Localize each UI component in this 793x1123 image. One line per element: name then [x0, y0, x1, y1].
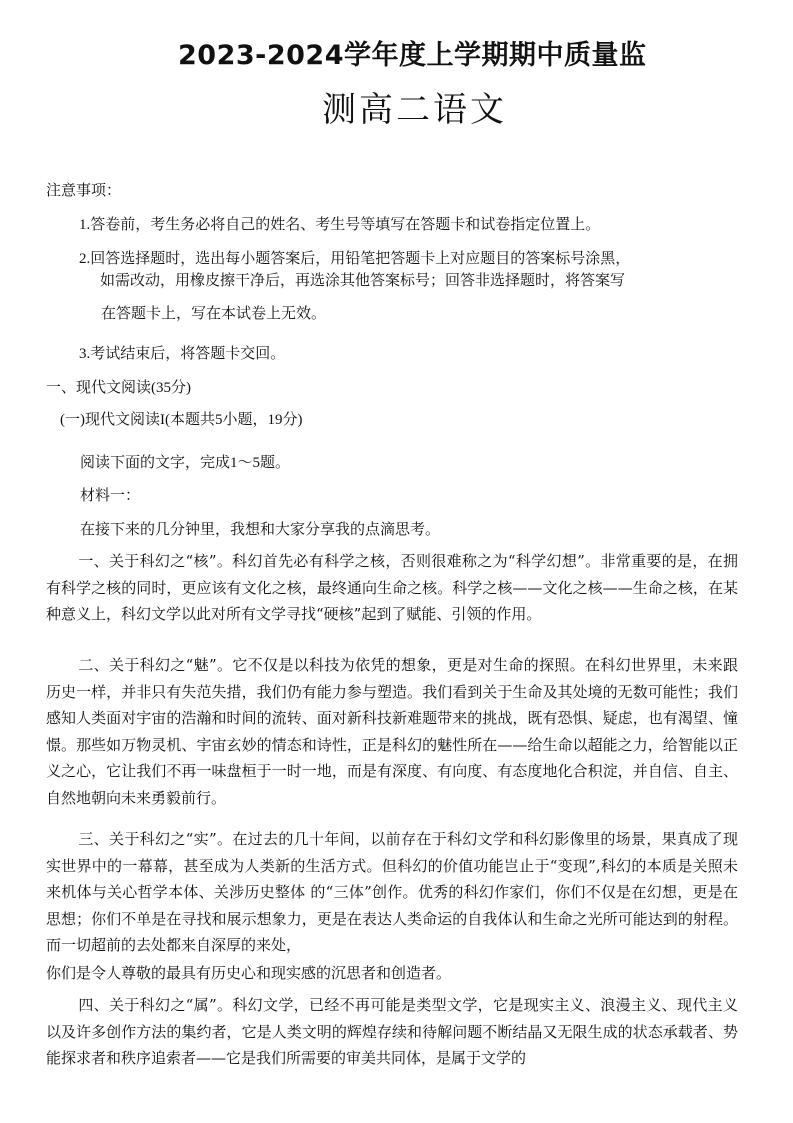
- page-subtitle: 测高二语文: [322, 90, 507, 130]
- note-item-1: 1.答卷前，考生务必将自己的姓名、考生号等填写在答题卡和试卷指定位置上。: [79, 217, 601, 233]
- note-item-2-line-1: 2.回答选择题时，选出每小题答案后，用铅笔把答题卡上对应题目的答案标号涂黑，: [79, 251, 631, 267]
- notes-heading: 注意事项：: [46, 183, 122, 199]
- section-subheading: (一)现代文阅读I(本题共5小题，19分): [60, 412, 303, 428]
- passage-paragraph-2-text: 二、关于科幻之“魅”。它不仅是以科技为依凭的想象，更是对生命的探照。在科幻世界里，未来跟历史一样，并非只有失范失措，我们仍有能力参与塑造。我们看到关于生命及其处境的无数可能性；我们感知人类面对宇宙的浩瀚和时间的流转、面对新科技新难题带来的挑战，既有恐惧、疑虑，也有渴望、憧憬。那些如万物灵机、宇宙玄妙的情态和诗性，正是科幻的魅性所在——给生命以超能之力，给智能以正义之心，它让我们不再一味盘桓于一时一地，而是有深度、有向度、有态度地化合积淀，并自信、自主、自然地朝向未来勇毅前行。: [46, 656, 738, 807]
- passage-paragraph-3-end: 你们是令人尊敬的最具有历史心和现实感的沉思者和创造者。: [46, 964, 452, 982]
- passage-paragraph-1-text: 一、关于科幻之“核”。科幻首先必有科学之核，否则很难称之为“科学幻想”。非常重要的是，在拥有科学之核的同时，更应该有文化之核，最终通向生命之核。科学之核——文化之核——生命之核，在某种意义上，科幻文学以此对所有文学寻找“硬核”起到了赋能、引领的作用。: [46, 552, 738, 623]
- passage-paragraph-4-text: 四、关于科幻之“属”。科幻文学，已经不再可能是类型文学，它是现实主义、浪漫主义、现代主义以及许多创作方法的集约者，它是人类文明的辉煌存续和待解问题不断结晶又无限生成的状态承载者、势能探求者和秩序追索者——它是我们所需要的审美共同体，是属于文学的: [46, 996, 738, 1067]
- reading-instruction: 阅读下面的文字，完成1～5题。: [80, 455, 291, 471]
- passage-paragraph-1: [46, 548, 738, 628]
- passage-paragraph-3: [46, 826, 738, 959]
- passage-paragraph-4: [46, 992, 738, 1072]
- note-item-2-line-2: 如需改动，用橡皮擦干净后，再选涂其他答案标号；回答非选择题时，将答案写: [100, 273, 626, 289]
- passage-paragraph-3-text: 三、关于科幻之“实”。在过去的几十年间，以前存在于科幻文学和科幻影像里的场景，果真成了现实世界中的一幕幕，甚至成为人类新的生活方式。但科幻的价值功能岂止于“变现”,科幻的本质是关照未来机体与关心哲学本体、关涉历史整体 的“三体”创作。优秀的科幻作家们，你们不仅是在幻想，更是在思想；你们不单是在寻找和展示想象力，更是在表达人类命运的自我体认和生命之光所可能达到的射程。而一切超前的去处都来自深厚的来处，: [46, 830, 738, 954]
- passage-intro: 在接下来的几分钟里，我想和大家分享我的点滴思考。: [80, 520, 441, 538]
- passage-paragraph-2: [46, 652, 738, 811]
- note-item-3: 3.考试结束后，将答题卡交回。: [79, 346, 286, 362]
- material-label: 材料一：: [80, 488, 141, 504]
- note-item-2-line-3: 在答题卡上，写在本试卷上无效。: [101, 306, 327, 322]
- section-heading: 一、现代文阅读(35分): [46, 380, 191, 396]
- page-title: 2023-2024学年度上学期期中质量监: [178, 40, 647, 71]
